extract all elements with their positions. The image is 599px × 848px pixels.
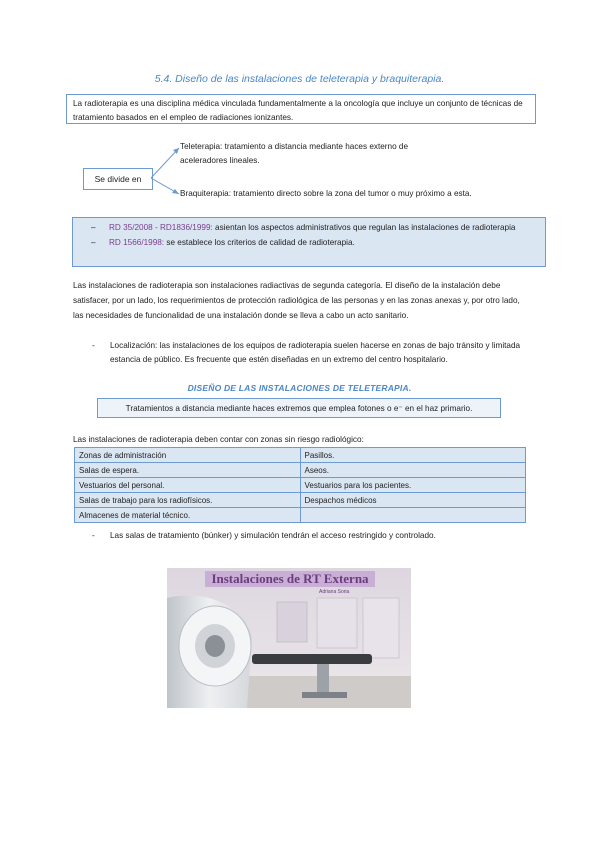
zones-table xyxy=(74,447,526,523)
table-row xyxy=(75,508,526,523)
image-banner: Instalaciones de RT Externa xyxy=(205,571,375,587)
bullet-dash: - xyxy=(92,531,95,540)
regulation-item xyxy=(95,220,531,235)
table-cell: Despachos médicos xyxy=(300,493,526,508)
regulation-text: asientan los aspectos administrativos que regulan las instalaciones de radioterapia xyxy=(212,223,516,232)
regulation-item xyxy=(95,235,531,250)
paragraph-categoria: Las instalaciones de radioterapia son instalaciones radiactivas de segunda categoría. El diseño de la instalación debe satisfacer, por un lado, los requerimientos de protección radiológica de las personas y en las zonas anexas y, por otro lado, las necesidades de funcionalidad de una instalación donde se lleva a cabo un acto sanitario. xyxy=(73,281,520,320)
table-row xyxy=(75,448,526,463)
section-title: 5.4. Diseño de las instalaciones de teleterapia y braquiterapia. xyxy=(154,73,445,85)
table-cell xyxy=(300,508,526,523)
localizacion-text: Localización: las instalaciones de los equipos de radioterapia suelen hacerse en zonas de bajo tránsito y limitada estancia de público. Es frecuente que estén diseñadas en un extremo del centro hospitalario. xyxy=(110,341,521,364)
table-cell: Salas de espera. xyxy=(75,463,301,478)
access-note: Las salas de tratamiento (búnker) y simulación tendrán el acceso restringido y controlado. xyxy=(110,531,436,540)
table-cell: Salas de trabajo para los radiofísicos. xyxy=(75,493,301,508)
table-cell: Vestuarios del personal. xyxy=(75,478,301,493)
zones-intro: Las instalaciones de radioterapia deben contar con zonas sin riesgo radiológico: xyxy=(73,435,364,444)
table-cell: Vestuarios para los pacientes. xyxy=(300,478,526,493)
regulation-ref: RD 1566/1998: xyxy=(109,238,165,247)
teleterapia-subtitle: DISEÑO DE LAS INSTALACIONES DE TELETERAPIA. xyxy=(187,383,412,393)
teleterapia-box: Tratamientos a distancia mediante haces extremos que emplea fotones o e⁻ en el haz primario. xyxy=(97,398,501,418)
image-author: Adriana Soria xyxy=(319,589,350,595)
divide-label-box: Se divide en xyxy=(83,168,153,190)
braquiterapia-branch: Braquiterapia: tratamiento directo sobre la zona del tumor o muy próximo a esta. xyxy=(180,189,472,198)
bullet-dash: - xyxy=(92,341,95,350)
table-cell: Pasillos. xyxy=(300,448,526,463)
table-cell: Aseos. xyxy=(300,463,526,478)
table-cell: Almacenes de material técnico. xyxy=(75,508,301,523)
intro-box: La radioterapia es una disciplina médica vinculada fundamentalmente a la oncología que incluye un conjunto de técnicas de tratamiento basados en el empleo de radiaciones ionizantes. xyxy=(66,94,536,124)
branch-arrows xyxy=(151,140,183,200)
table-cell: Zonas de administración xyxy=(75,448,301,463)
regulation-ref: RD 35/2008 - RD1836/1999: xyxy=(109,223,213,232)
table-row xyxy=(75,463,526,478)
regulations-box xyxy=(72,217,546,267)
linac-room-photo xyxy=(167,568,411,708)
table-row xyxy=(75,478,526,493)
table-row xyxy=(75,493,526,508)
teleterapia-branch: Teleterapia: tratamiento a distancia mediante haces externo de aceleradores lineales. xyxy=(180,142,409,165)
regulation-text: se establece los criterios de calidad de radioterapia. xyxy=(164,238,355,247)
